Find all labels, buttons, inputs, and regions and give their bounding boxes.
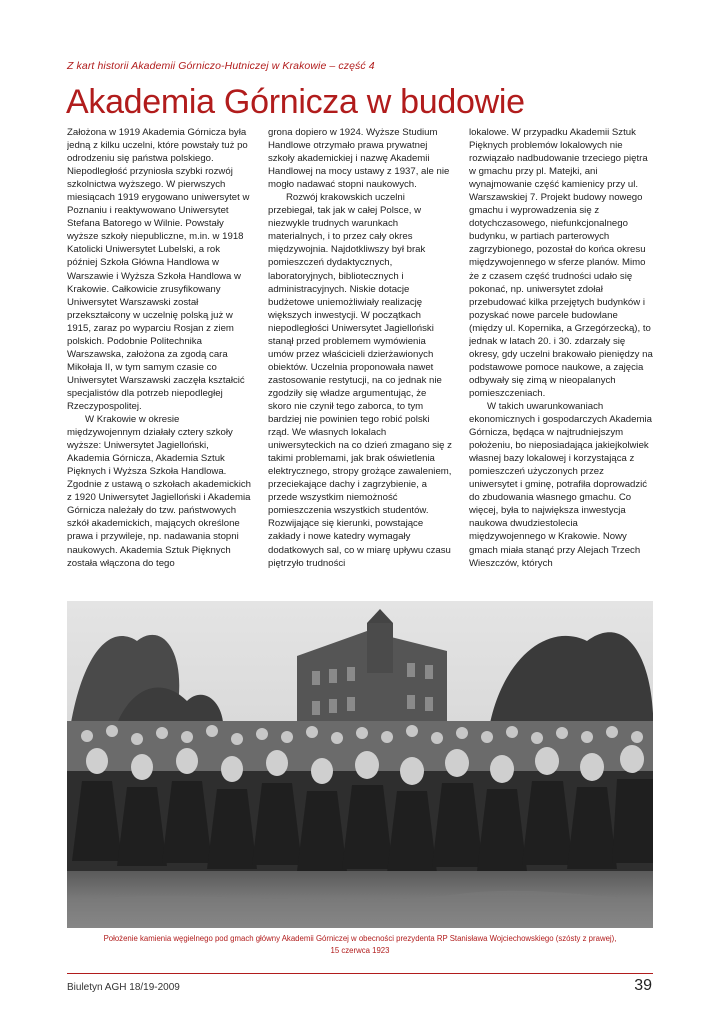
paragraph: Rozwój krakowskich uczelni przebiegał, tak jak w całej Polsce, w niezwykle trudnych warunkach materialnych, i to przez cały okres międzywojnia. Najdotkliwszy był brak pomieszczeń dydaktycznych, laboratoryjnych, bibliotecznych i administracyjnych. Niskie dotacje budżetowe uniemożliwiały realizację większych inwestycji. W początkach niepodległości Uniwersytet Jagielloński stanął przed problemem wymówienia umów przez właścicieli dzierżawionych obiektów. Uczelnia proponowała nawet zastosowanie restytucji, na co jednak nie zgodziły się władze argumentując, że skoro nie czynił tego zaborca, to tym bardziej nie powinien tego robić polski rząd. We własnych lokalach uniwersyteckich na co dzień zmagano się z takimi problemami, jak brak oświetlenia elektrycznego, stropy grożące zawaleniem, przeciekające dachy i zagrzybienie, a przede wszystkim niemożność pomieszczenia wszystkich studentów. Rozwijające się kierunki, powstające zakłady i nowe katedry wymagały dodatkowych sal, co w miarę upływu czasu piętrzyło trudności: [268, 192, 452, 569]
paragraph: W Krakowie w okresie międzywojennym działały cztery szkoły wyższe: Uniwersytet Jagielloński, Akademia Górnicza, Akademia Sztuk Pięknych i Wyższa Szkoła Handlowa. Zgodnie z ustawą o szkołach akademickich z 1920 Uniwersytet Jagielloński i Akademia Górnicza należały do tzw. państwowych szkół akademickich, mających określone prawa i przywileje, np. nadawania stopni naukowych. Akademia Sztuk Pięknych została włączona do tego: [67, 414, 251, 569]
article-column-1: [67, 126, 251, 600]
paragraph: Założona w 1919 Akademia Górnicza była jedną z kilku uczelni, które powstały tuż po odrodzeniu się państwa polskiego. Niepodległość przyniosła szybki rozwój szkolnictwa wyższego. W pierwszych miesiącach 1919 erygowano uniwersytet w Poznaniu i reaktywowano Uniwersytet Stefana Batorego w Wilnie. Powstały wyższe szkoły niepubliczne, m.in. w 1918 Katolicki Uniwersytet Lubelski, a rok później Szkoła Główna Handlowa w Warszawie i Wyższa Szkoła Handlowa w Krakowie. Całkowicie zrusyfikowany Uniwersytet Warszawski został przekształcony w uczelnię polską już w 1915, zaraz po wyparciu Rosjan z ziem polskich. Podobnie Politechnika Warszawska, założona za zgodą cara Mikołaja II, w tym samym czasie co Uniwersytet Warszawski zaczęła kształcić specjalistów dla potrzeb niepodległej Rzeczypospolitej.: [67, 127, 250, 412]
paragraph: grona dopiero w 1924. Wyższe Studium Handlowe otrzymało prawa prywatnej szkoły akademickiej i nazwę Akademii Handlowej na mocy ustawy z 1937, ale nie mogło nadawać stopni naukowych.: [268, 127, 450, 191]
photo-caption: [67, 933, 653, 957]
caption-line: Położenie kamienia węgielnego pod gmach główny Akademii Górniczej w obecności prezydenta RP Stanisława Wojciechowskiego (szósty z prawej),: [103, 934, 617, 943]
page-number: 39: [634, 977, 652, 994]
footer-divider: [67, 973, 653, 974]
historical-photo: [67, 601, 653, 928]
article-column-3: [469, 126, 653, 600]
caption-date: 15 czerwca 1923: [330, 946, 390, 955]
page-title: Akademia Górnicza w budowie: [66, 83, 525, 121]
publication-name: Biuletyn AGH 18/19-2009: [67, 982, 180, 993]
paragraph: lokalowe. W przypadku Akademii Sztuk Pięknych problemów lokalowych nie rozwiązało nadbudowanie trzeciego piętra w gmachu przy pl. Matejki, ani wynajmowanie część kamienicy przy ul. Warszawskiej 7. Projekt budowy nowego gmachu i wyprowadzenia się z dotychczasowego, niefunkcjonalnego budynku, w partiach parterowych zagrzybionego, pozostał do końca okresu międzywojennego w sferze planów. Mimo że z czasem część trudności udało się pokonać, np. uniwersytet zdołał przebudować kilka przejętych budynków i pozyskać nowe parcele budowlane (między ul. Kopernika, a Grzegórzecką), to jednak w latach 20. i 30. zdarzały się okresy, gdy uczelni brakowało pieniędzy na podstawowe pomoce naukowe, a zajęcia odbywały się zimą w nieopalanych pomieszczeniach.: [469, 127, 653, 399]
article-column-2: [268, 126, 452, 600]
series-title: Z kart historii Akademii Górniczo-Hutniczej w Krakowie – część 4: [67, 60, 375, 72]
crowd-ceremony-photo: [67, 601, 653, 928]
paragraph: W takich uwarunkowaniach ekonomicznych i gospodarczych Akademia Górnicza, będąca w najtrudniejszym położeniu, bo nieposiadająca jakiejkolwiek własnej bazy lokalowej i korzystająca z pomieszczeń użyczonych przez uniwersytet i gminę, potrafiła doprowadzić do zbudowania własnego gmachu. Co więcej, była to największa inwestycja naukowa dwudziestolecia międzywojennego w Krakowie. Nowy gmach miała stanąć przy Alejach Trzech Wieszczów, których: [469, 400, 652, 569]
article-body: [67, 126, 653, 600]
